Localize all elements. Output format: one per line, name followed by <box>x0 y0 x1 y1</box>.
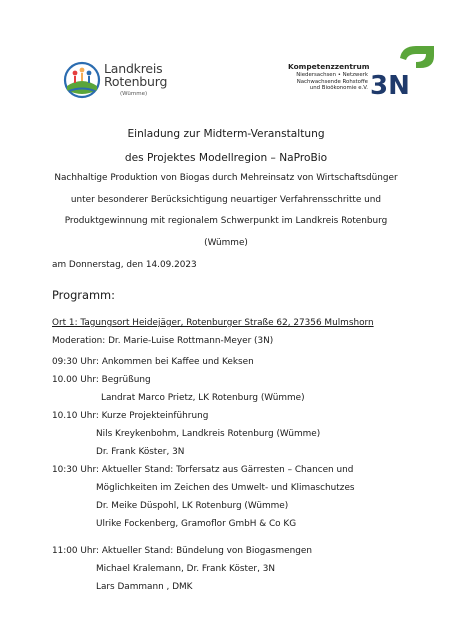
event-date: am Donnerstag, den 14.09.2023 <box>52 260 197 270</box>
logo-title: Kompetenzzentrum <box>288 62 370 71</box>
moderation-line: Moderation: Dr. Marie-Luise Rottmann-Meyer (3N) <box>52 336 274 346</box>
logo-line: Niedersachsen • Netzwerk <box>296 72 368 78</box>
program-item: 09:30 Uhr: Ankommen bei Kaffee und Keksen <box>52 357 254 367</box>
intro-line: unter besonderer Berücksichtigung neuartiger Verfahrensschritte und <box>70 194 382 205</box>
3n-mark-icon <box>368 44 438 100</box>
speaker-line: Dr. Frank Köster, 3N <box>96 447 185 457</box>
location-line: Ort 1: Tagungsort Heidejäger, Rotenburger Straße 62, 27356 Mulmshorn <box>52 318 374 328</box>
program-item-continued: Möglichkeiten im Zeichen des Umwelt- und Klimaschutzes <box>96 483 355 493</box>
landkreis-logo-text <box>104 62 167 88</box>
program-item: 10:30 Uhr: Aktueller Stand: Torfersatz aus Gärresten – Chancen und <box>52 465 354 475</box>
logo-lines <box>290 72 368 92</box>
intro-text <box>0 168 452 254</box>
program-heading: Programm: <box>52 288 115 302</box>
title-line-1: Einladung zur Midterm-Veranstaltung <box>127 128 325 140</box>
speaker-line: Lars Dammann , DMK <box>96 582 193 592</box>
logo-line-1: Landkreis <box>104 61 163 76</box>
speaker-line: Ulrike Fockenberg, Gramoflor GmbH & Co KG <box>96 519 297 529</box>
logo-line: und Bioökonomie e.V. <box>309 85 368 92</box>
speaker-line: Landrat Marco Prietz, LK Rotenburg (Wümme) <box>101 393 305 403</box>
program-item: 10.10 Uhr: Kurze Projekteinführung <box>52 411 209 421</box>
logo-line-2: Rotenburg <box>104 74 168 89</box>
intro-line: (Wümme) <box>204 237 248 248</box>
logo-line: Nachwachsende Rohstoffe <box>296 78 368 85</box>
program-item: 11:00 Uhr: Aktueller Stand: Bündelung von Biogasmengen <box>52 546 312 556</box>
intro-line: Nachhaltige Produktion von Biogas durch Mehreinsatz von Wirtschaftsdünger <box>54 173 398 183</box>
program-item: 10.00 Uhr: Begrüßung <box>52 375 151 385</box>
speaker-line: Dr. Meike Düspohl, LK Rotenburg (Wümme) <box>96 501 289 511</box>
intro-line: Produktgewinnung mit regionalem Schwerpunkt im Landkreis Rotenburg <box>64 216 388 226</box>
landkreis-emblem-icon <box>62 60 102 100</box>
mark-text: 3N <box>370 71 410 100</box>
title-line-2: des Projektes Modellregion – NaProBio <box>124 152 328 164</box>
speaker-line: Michael Kralemann, Dr. Frank Köster, 3N <box>96 564 276 574</box>
landkreis-rotenburg-logo <box>62 58 172 106</box>
speaker-line: Nils Kreykenbohm, Landkreis Rotenburg (Wümme) <box>96 429 321 439</box>
logo-sub: (Wümme) <box>120 91 148 97</box>
kompetenzzentrum-3n-logo <box>288 44 438 100</box>
